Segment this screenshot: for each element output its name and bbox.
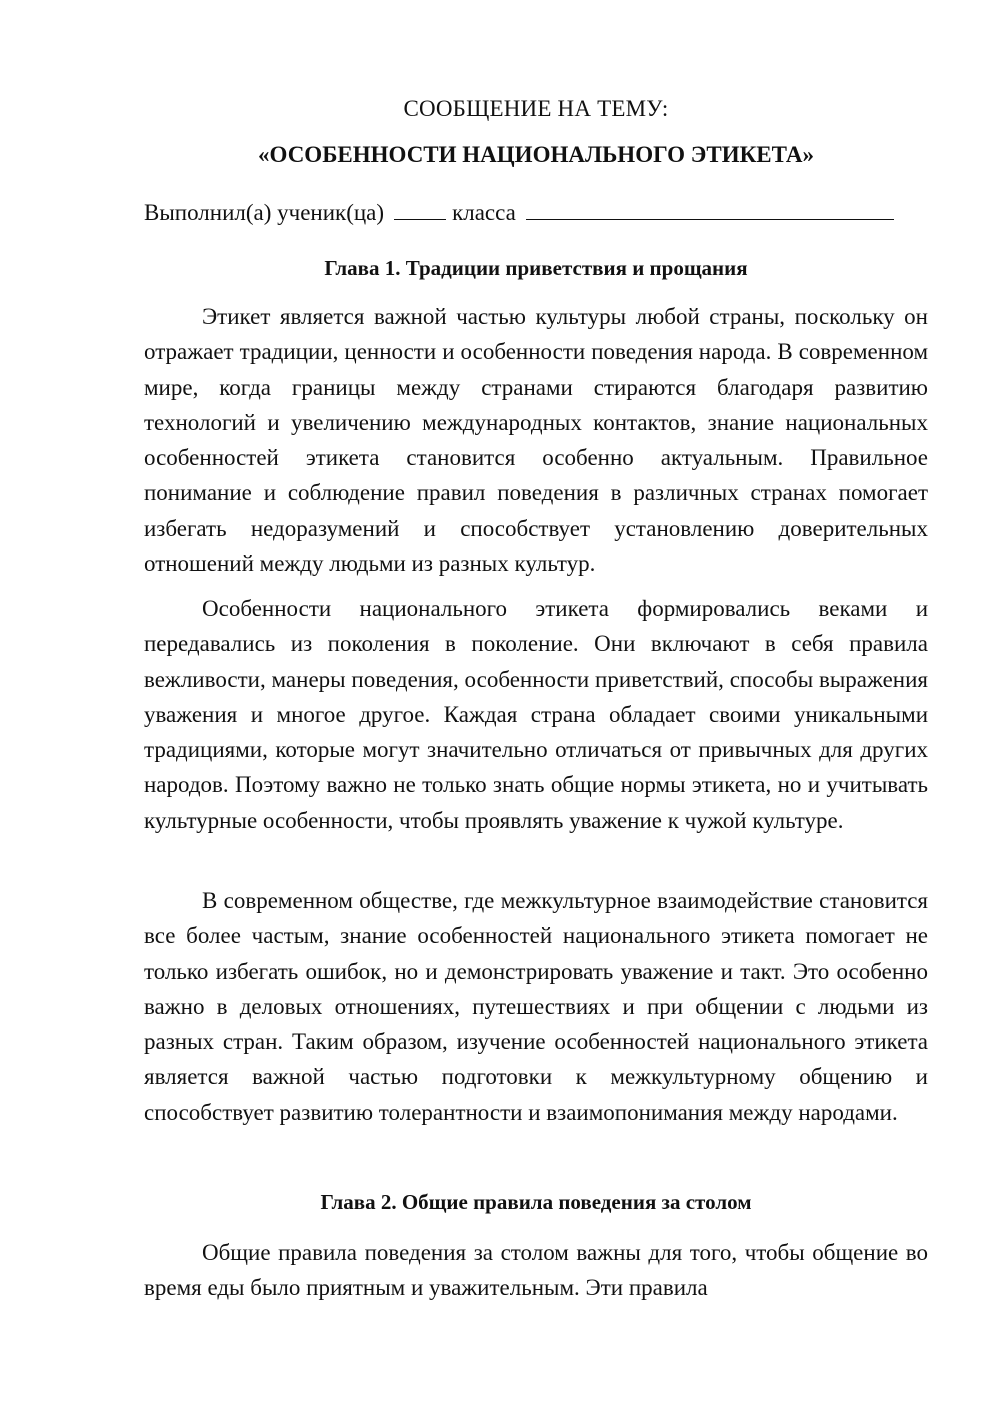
chapter-1-paragraph-3: В современном обществе, где межкультурное взаимодействие становится все более частым, знание особенностей национального этикета помогает не только избегать ошибок, но и демонстрировать уважение и такт. Это особенно важно в деловых отношениях, путешествиях и при общении с людьми из разных стран. Таким образом, изучение особенностей национального этикета является важной частью подготовки к межкультурному общению и способствует развитию толерантности и взаимопонимания между народами. bbox=[144, 888, 928, 1125]
class-label: класса bbox=[452, 200, 516, 225]
document-title-line-1: СООБЩЕНИЕ НА ТЕМУ: bbox=[403, 96, 669, 121]
author-line bbox=[144, 199, 928, 227]
name-blank-field[interactable] bbox=[526, 199, 894, 220]
document-title-line-2: «ОСОБЕННОСТИ НАЦИОНАЛЬНОГО ЭТИКЕТА» bbox=[258, 142, 814, 167]
chapter-1-heading: Глава 1. Традиции приветствия и прощания bbox=[324, 256, 748, 280]
grade-blank-field[interactable] bbox=[394, 199, 446, 220]
chapter-1-paragraph-2: Особенности национального этикета формировались веками и передавались из поколения в поколение. Они включают в себя правила вежливости, манеры поведения, особенности приветствий, способы выражения уважения и многое другое. Каждая страна обладает своими уникальными традициями, которые могут значительно отличаться от привычных для других народов. Поэтому важно не только знать общие нормы этикета, но и учитывать культурные особенности, чтобы проявлять уважение к чужой культуре. bbox=[144, 596, 928, 833]
performed-by-label: Выполнил(а) ученик(ца) bbox=[144, 200, 385, 225]
chapter-2-heading: Глава 2. Общие правила поведения за столом bbox=[320, 1190, 752, 1214]
chapter-2-paragraph-1: Общие правила поведения за столом важны для того, чтобы общение во время еды было приятным и уважительным. Эти правила bbox=[144, 1240, 928, 1301]
chapter-1-paragraph-1: Этикет является важной частью культуры любой страны, поскольку он отражает традиции, ценности и особенности поведения народа. В современном мире, когда границы между странами стираются благодаря развитию технологий и увеличению международных контактов, знание национальных особенностей этикета становится особенно актуальным. Правильное понимание и соблюдение правил поведения в различных странах помогает избегать недоразумений и способствует установлению доверительных отношений между людьми из разных культур. bbox=[144, 304, 928, 577]
